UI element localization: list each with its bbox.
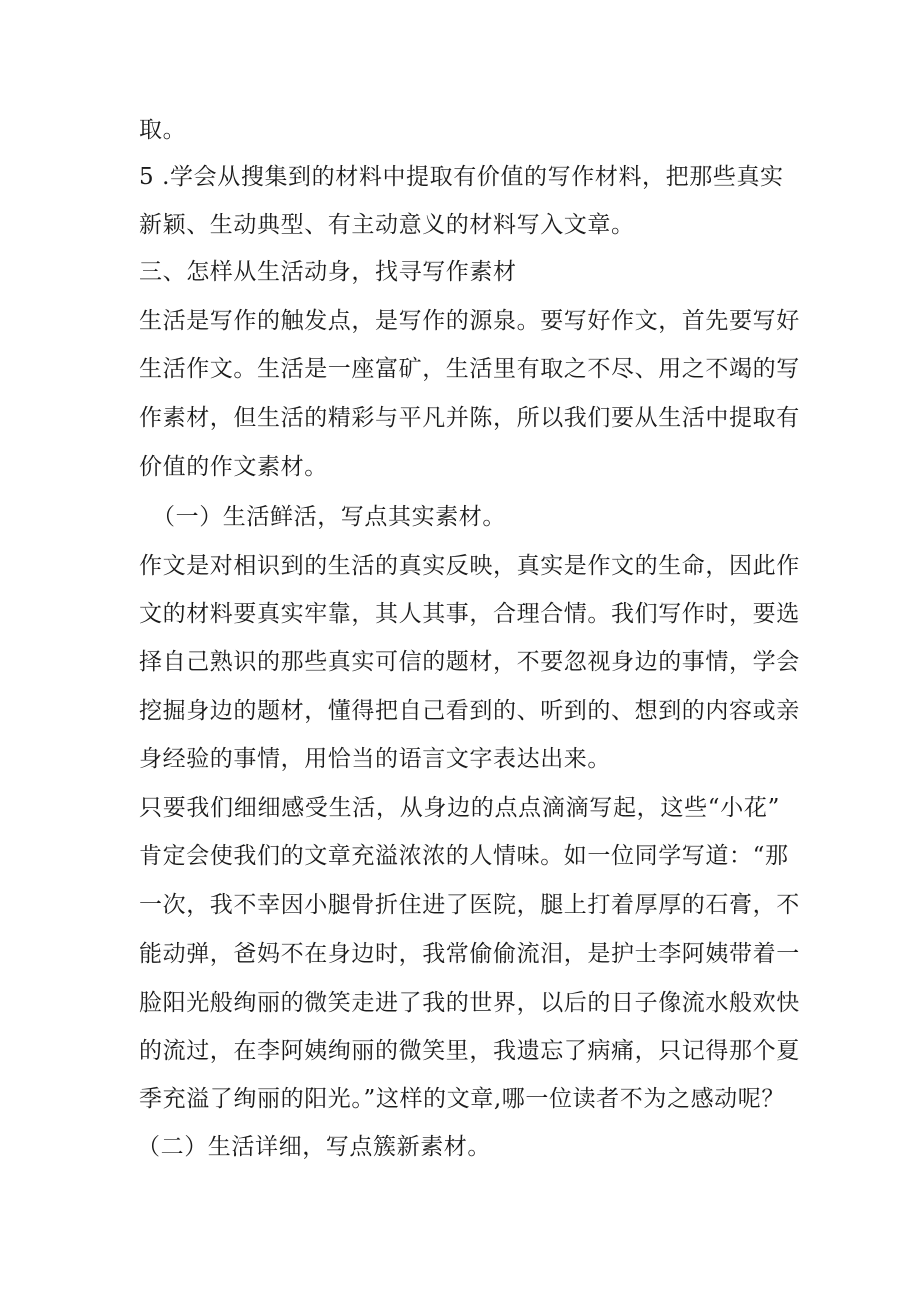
text-line-2: 5 .学会从搜集到的材料中提取有价值的写作材料，把那些真实 xyxy=(139,164,784,190)
text-line-19: 脸阳光般绚丽的微笑走进了我的世界，以后的日子像流水般欢快 xyxy=(139,990,800,1016)
section-heading: 三、怎样从生活动身，找寻写作素材 xyxy=(139,259,517,285)
text-line-12: 择自己熟识的那些真实可信的题材，不要忽视身边的事情，学会 xyxy=(139,649,800,675)
subheading-2: （二）生活详细，写点簇新素材。 xyxy=(137,1134,491,1160)
text-line-14: 身经验的事情，用恰当的语言文字表达出来。 xyxy=(139,746,611,772)
text-line-17: 一次，我不幸因小腿骨折住进了医院，腿上打着厚厚的石膏，不 xyxy=(139,892,800,918)
text-line-6: 生活作文。生活是一座富矿，生活里有取之不尽、用之不竭的写 xyxy=(139,356,800,382)
text-line-11: 文的材料要真实牢靠，其人其事，合理合情。我们写作时，要选 xyxy=(139,601,800,627)
text-line-20: 的流过，在李阿姨绚丽的微笑里，我遗忘了病痛，只记得那个夏 xyxy=(139,1038,800,1064)
text-line-21: 季充溢了绚丽的阳光。”这样的文章,哪一位读者不为之感动呢？ xyxy=(139,1086,785,1112)
text-line-16: 肯定会使我们的文章充溢浓浓的人情味。如一位同学写道：“那 xyxy=(139,843,789,869)
text-line-18: 能动弹，爸妈不在身边时，我常偷偷流泪，是护士李阿姨带着一 xyxy=(139,941,800,967)
text-line-8: 价值的作文素材。 xyxy=(139,454,328,480)
text-line-10: 作文是对相识到的生活的真实反映，真实是作文的生命，因此作 xyxy=(139,553,800,579)
text-line-7: 作素材，但生活的精彩与平凡并陈，所以我们要从生活中提取有 xyxy=(139,405,800,431)
text-line-5: 生活是写作的触发点，是写作的源泉。要写好作文，首先要写好 xyxy=(139,308,800,334)
text-line-1: 取。 xyxy=(139,117,187,143)
text-line-3: 新颖、生动典型、有主动意义的材料写入文章。 xyxy=(139,212,635,238)
text-line-13: 挖掘身边的题材，懂得把自己看到的、听到的、想到的内容或亲 xyxy=(139,698,800,724)
text-line-15: 只要我们细细感受生活，从身边的点点滴滴写起，这些“小花” xyxy=(139,795,780,821)
subheading-1: （一）生活鲜活，写点其实素材。 xyxy=(152,504,506,530)
